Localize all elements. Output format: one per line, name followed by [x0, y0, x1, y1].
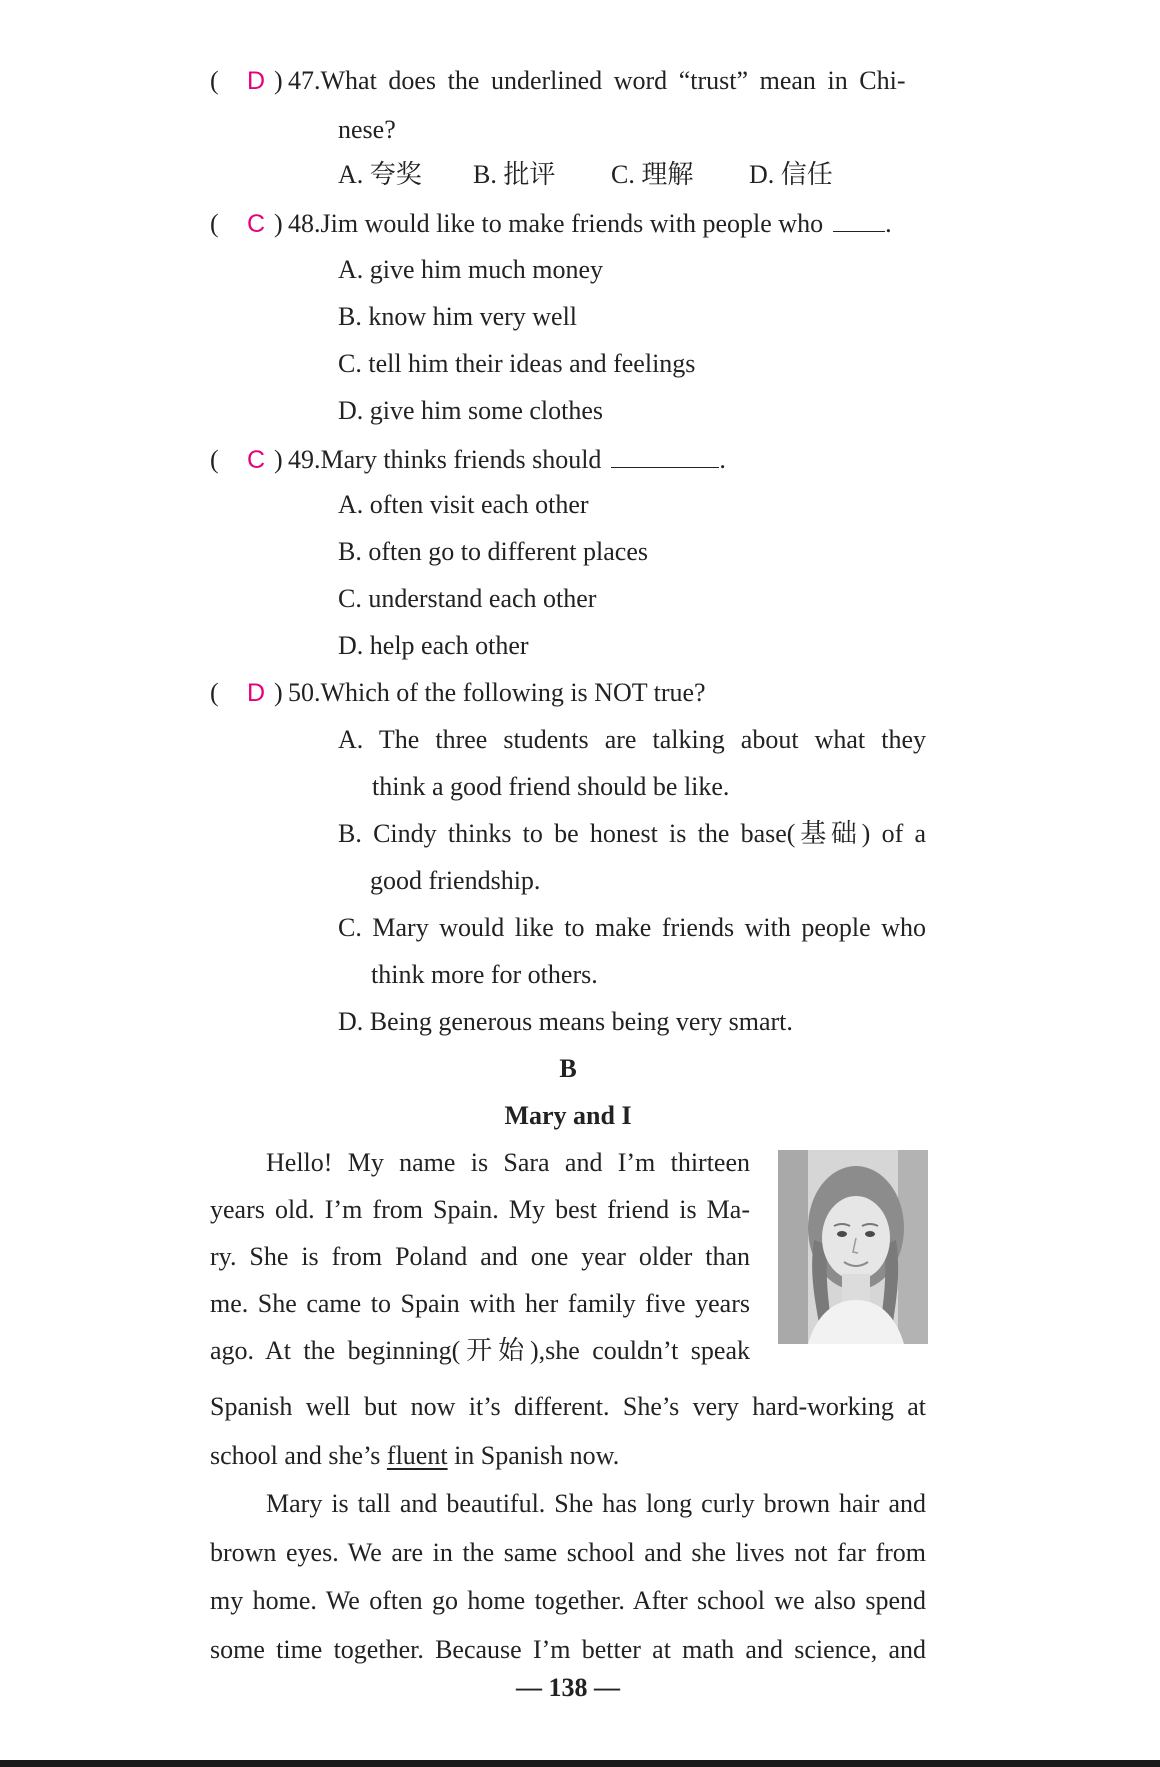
answer-blank: [611, 441, 719, 468]
section-letter: B: [559, 1054, 577, 1083]
question-48: ( C ) 48.Jim would like to make friends with people who .: [210, 205, 892, 241]
passage-line: ago. At the beginning(开始),she couldn’t speak: [210, 1336, 750, 1365]
answer-47: D: [246, 67, 266, 95]
option-a-continued: think a good friend should be like.: [372, 772, 730, 801]
passage-line: Spanish well but now it’s different. She’s very hard-working at: [210, 1392, 926, 1421]
question-stem: Mary thinks friends should: [320, 445, 602, 474]
option-b: B. Cindy thinks to be honest is the base(基础) of a: [338, 819, 926, 848]
question-number: 47.: [288, 66, 321, 95]
question-stem: Which of the following is NOT true?: [320, 678, 706, 707]
option-a: A. give him much money: [338, 255, 604, 284]
passage-line: some time together. Because I’m better at math and science, and: [210, 1635, 926, 1664]
question-number: 50.: [288, 678, 321, 707]
option-c-continued: think more for others.: [371, 960, 598, 989]
option-c: C. Mary would like to make friends with people who: [338, 913, 926, 942]
option-d: D. 信任: [749, 160, 833, 189]
option-c: C. understand each other: [338, 584, 597, 613]
passage-line: Mary is tall and beautiful. She has long curly brown hair and: [266, 1489, 926, 1518]
option-d: D. help each other: [338, 631, 529, 660]
passage-line: brown eyes. We are in the same school and she lives not far from: [210, 1538, 926, 1567]
question-stem-continued: nese?: [338, 115, 396, 144]
option-d: D. give him some clothes: [338, 396, 604, 425]
passage-line: me. She came to Spain with her family five years: [210, 1289, 750, 1318]
passage-title: Mary and I: [504, 1101, 632, 1130]
question-50: ( D ) 50.Which of the following is NOT true?: [210, 676, 706, 710]
question-stem: Jim would like to make friends with people who: [320, 209, 824, 238]
option-a: A. 夸奖: [338, 160, 422, 189]
passage-line: Hello! My name is Sara and I’m thirteen: [266, 1148, 750, 1177]
option-c: C. tell him their ideas and feelings: [338, 349, 696, 378]
underlined-word: fluent: [386, 1441, 448, 1470]
option-d: D. Being generous means being very smart.: [338, 1007, 793, 1036]
answer-48: C: [246, 210, 266, 238]
answer-50: D: [246, 679, 266, 707]
page-number: — 138 —: [516, 1673, 620, 1702]
passage-line: school and she’s fluent in Spanish now.: [210, 1441, 620, 1470]
options-47: [338, 158, 833, 192]
question-stem: What does the underlined word “trust” mean in Chi-: [320, 66, 906, 95]
girl-portrait-image: [778, 1150, 928, 1344]
answer-49: C: [246, 446, 266, 474]
option-b: B. know him very well: [338, 302, 578, 331]
option-b-continued: good friendship.: [370, 866, 541, 895]
option-a: A. The three students are talking about what they: [338, 725, 926, 754]
question-47: ( D ) 47.What does the underlined word “trust” mean in Chi-: [210, 64, 906, 98]
option-b: B. often go to different places: [338, 537, 648, 566]
question-number: 49.: [288, 445, 321, 474]
option-c: C. 理解: [611, 160, 694, 189]
passage-line: my home. We often go home together. After school we also spend: [210, 1586, 926, 1615]
bottom-border: [0, 1760, 1160, 1767]
option-b: B. 批评: [473, 160, 556, 189]
question-number: 48.: [288, 209, 321, 238]
girl-photo: [778, 1150, 928, 1344]
passage-line: ry. She is from Poland and one year older than: [210, 1242, 750, 1271]
answer-blank: [833, 205, 885, 232]
question-49: ( C ) 49.Mary thinks friends should .: [210, 441, 726, 477]
passage-line: years old. I’m from Spain. My best friend is Ma-: [210, 1195, 750, 1224]
option-a: A. often visit each other: [338, 490, 589, 519]
